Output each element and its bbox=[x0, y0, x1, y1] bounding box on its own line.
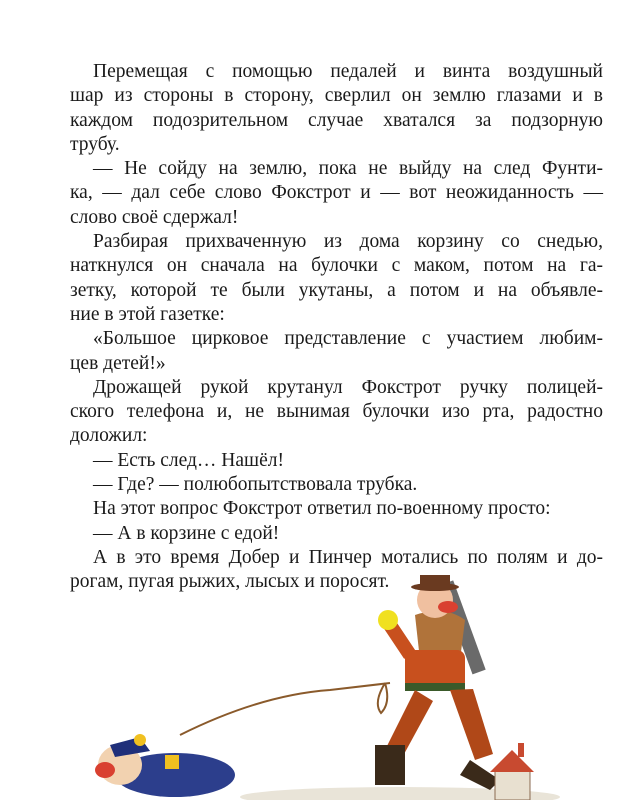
text-line: «Большое цирковое представление с участием любим- bbox=[93, 328, 603, 350]
house bbox=[490, 743, 534, 800]
text-line: — Где? — полюбопытствовала трубка. bbox=[93, 474, 418, 496]
foxtrot-character bbox=[375, 575, 500, 790]
text-line: цев детей!» bbox=[70, 352, 166, 374]
text-line: — А в корзине с едой! bbox=[93, 522, 280, 544]
text-line: рогам, пугая рыжих, лысых и поросят. bbox=[70, 571, 390, 593]
text-line: — Не сойду на землю, пока не выйду на след Фунти- bbox=[93, 158, 603, 180]
text-line: каждом подозрительном случае хватался за подзорную bbox=[70, 109, 603, 131]
text-line: ка, — дал себе слово Фокстрот и — вот неожиданность — bbox=[70, 182, 603, 204]
text-line: наткнулся он сначала на булочки с маком, потом на га- bbox=[70, 255, 603, 277]
text-line: доложил: bbox=[70, 425, 148, 447]
text-line: трубу. bbox=[70, 133, 120, 155]
text-line: слово своё сдержал! bbox=[70, 206, 239, 228]
text-line: ние в этой газетке: bbox=[70, 303, 225, 325]
text-line: Разбирая прихваченную из дома корзину со снедью, bbox=[93, 231, 603, 253]
text-line: ского телефона и, не вынимая булочки изо рта, радостно bbox=[70, 401, 603, 423]
text-line: Перемещая с помощью педалей и винта воздушный bbox=[93, 61, 603, 82]
text-line: — Есть след… Нашёл! bbox=[93, 449, 284, 471]
dog-character bbox=[95, 734, 235, 797]
text-line: шар из стороны в сторону, сверлил он землю глазами и в bbox=[70, 85, 603, 107]
text-line: зетку, которой те были укутаны, а потом и на объявле- bbox=[70, 279, 603, 301]
leash bbox=[180, 683, 390, 735]
illustration-foxtrot-running bbox=[0, 575, 621, 800]
leash-loop bbox=[378, 683, 387, 713]
text-line: А в это время Добер и Пинчер мотались по полям и до- bbox=[93, 546, 603, 568]
text-line: Дрожащей рукой крутанул Фокстрот ручку полицей- bbox=[93, 376, 603, 398]
text-line: На этот вопрос Фокстрот ответил по-военному просто: bbox=[93, 498, 551, 520]
page-text bbox=[70, 60, 603, 595]
